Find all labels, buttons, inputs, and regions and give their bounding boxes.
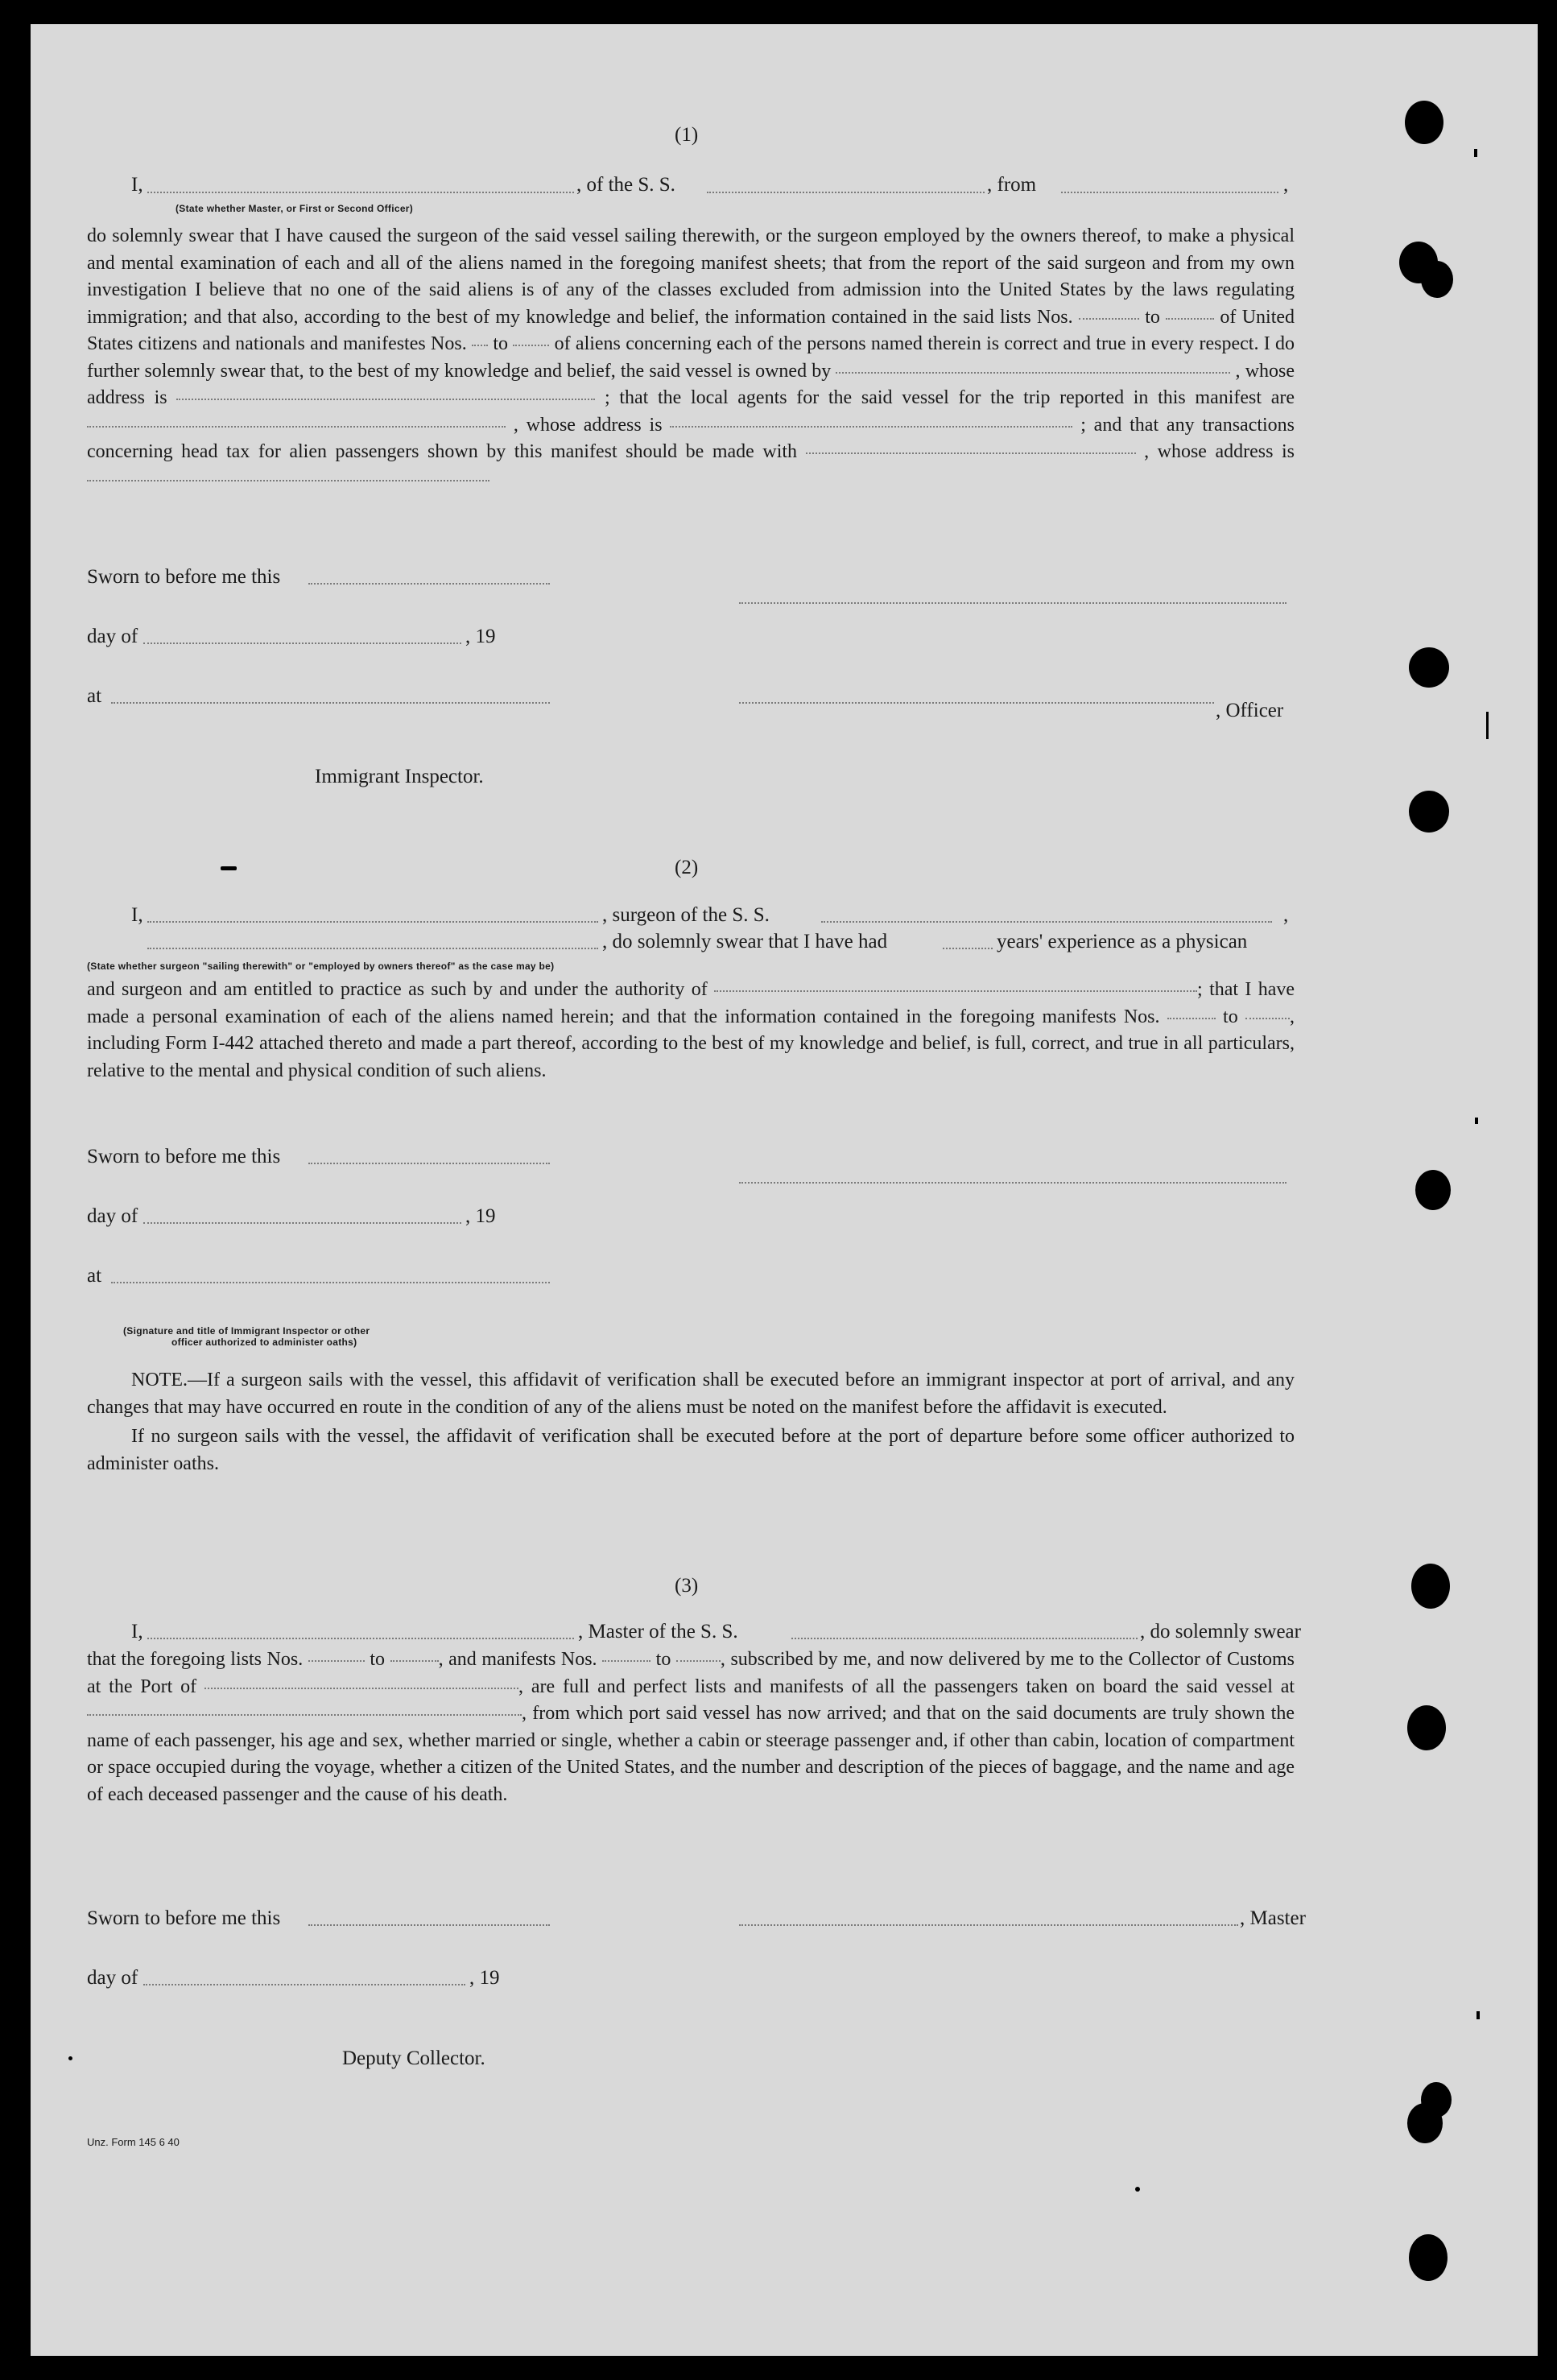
section3-to-1: to	[370, 1649, 385, 1670]
section2-years-label: years' experience as a physican	[997, 931, 1248, 952]
section3-oath-text-2: , and manifests Nos.	[438, 1649, 597, 1670]
section2-i-label: I,	[131, 904, 143, 926]
section2-oath-text-3: , including Form I-442 attached thereto and made a part thereof, according to the best of my knowledge and belief, is full, correct, and true in all particulars, relative to the mental and physical condition of such aliens.	[87, 1006, 1295, 1081]
section3-master-label: , Master	[1240, 1907, 1306, 1929]
section1-officer-name-field[interactable]	[147, 192, 574, 193]
section1-sworn-label: Sworn to before me this	[87, 566, 281, 588]
punch-hole	[1409, 791, 1449, 833]
scan-edge-mark	[1486, 712, 1489, 739]
customs-port-field[interactable]	[204, 1688, 518, 1689]
boarding-port-field[interactable]	[87, 1714, 522, 1716]
section3-oath-text-3: , subscribed by me, and now delivered by me to the Collector of Customs at the Port of	[87, 1649, 1295, 1697]
section1-year-label: , 19	[465, 626, 496, 647]
section3-oath-paragraph	[87, 1647, 1295, 1808]
section1-i-label: I,	[131, 174, 143, 196]
punch-hole	[1415, 1170, 1451, 1210]
section2-surgeon-of-label: , surgeon of the S. S.	[602, 904, 770, 926]
section2-sig-note-line1: (Signature and title of Immigrant Inspector or other	[123, 1325, 370, 1337]
ink-speck	[1475, 1118, 1478, 1124]
section2-oath-text-1: and surgeon and am entitled to practice as such by and under the authority of	[87, 979, 708, 1000]
section2-surgeon-name-field[interactable]	[147, 921, 598, 923]
section1-day-of-label: day of	[87, 626, 138, 647]
section3-master-of-label: , Master of the S. S.	[578, 1621, 738, 1642]
lists-from-field[interactable]	[1079, 318, 1139, 320]
section2-oath-text-2: that I have made a personal examination of each of the aliens named herein; and that the information contained in the foregoing manifests Nos.	[87, 979, 1295, 1027]
section1-to-1: to	[1145, 306, 1160, 328]
section3-i-label: I,	[131, 1621, 143, 1642]
section3-oath-text-5: , from which port said vessel has now arrived; and that on the said documents are truly shown the name of each passenger, his age and sex, whether married or single, whether a cabin or steerage passenger and, if other than cabin, location of compartment or space occupied during the voyage, whether a citizen of the United States, and the number and description of the pieces of baggage, and the name and age of each deceased passenger and the cause of his death.	[87, 1703, 1295, 1805]
section1-at-label: at	[87, 685, 102, 707]
section3-deputy-label: Deputy Collector.	[342, 2047, 485, 2069]
section3-sworn-label: Sworn to before me this	[87, 1907, 281, 1929]
section3-sworn-date-field[interactable]	[308, 1924, 550, 1926]
section2-number: (2)	[675, 857, 699, 878]
section1-day-of-field[interactable]	[143, 643, 461, 644]
punch-hole	[1405, 101, 1443, 144]
section1-oath-paragraph	[87, 223, 1295, 493]
section1-oath-text-8: , whose address is	[1144, 441, 1295, 462]
punch-hole	[1409, 647, 1449, 688]
section3-lists-from-field[interactable]	[308, 1660, 365, 1662]
section1-sworn-date-field[interactable]	[308, 583, 550, 585]
section2-at-field[interactable]	[111, 1282, 550, 1283]
section2-day-of-label: day of	[87, 1205, 138, 1227]
section2-semicolon: ;	[1197, 979, 1203, 1000]
section1-oath-text-5: ; that the local agents for the said vessel for the trip reported in this manifest are	[605, 387, 1295, 408]
punch-hole	[1409, 2234, 1448, 2281]
punch-hole	[1421, 261, 1453, 298]
section1-at-field[interactable]	[111, 702, 550, 704]
section3-day-of-label: day of	[87, 1967, 138, 1989]
section1-from-port-field[interactable]	[1061, 192, 1278, 193]
form-id: Unz. Form 145 6 40	[87, 2136, 180, 2148]
section2-oath-paragraph	[87, 977, 1295, 1085]
practice-authority-field[interactable]	[714, 990, 1197, 992]
section2-year-label: , 19	[465, 1205, 496, 1227]
manifests-to-field[interactable]	[513, 345, 549, 346]
section2-sworn-label: Sworn to before me this	[87, 1146, 281, 1167]
section2-to: to	[1223, 1006, 1238, 1027]
note-paragraph	[87, 1367, 1295, 1477]
punch-hole	[1407, 2103, 1443, 2143]
section2-state-note: (State whether surgeon "sailing therewith" or "employed by owners thereof" as the case may be)	[87, 961, 555, 972]
owner-address-field[interactable]	[176, 399, 595, 400]
section3-day-of-field[interactable]	[143, 1984, 465, 1985]
section1-oath-text-2: of United States citizens and nationals and manifestes Nos.	[87, 306, 1295, 354]
section1-oath-text-3: of aliens concerning each of the persons named therein is correct and true in every respect. I do further solemnly swear that, to the best of my knowledge and belief, the said vessel is owned by	[87, 333, 1295, 382]
section1-officer-label: , Officer	[1216, 700, 1284, 721]
section2-vessel-name-field[interactable]	[821, 921, 1272, 923]
section3-oath-text-4: , are full and perfect lists and manifests of all the passengers taken on board the said vessel at	[518, 1676, 1295, 1697]
ink-speck	[1474, 149, 1477, 157]
section3-to-2: to	[655, 1649, 671, 1670]
section3-year-label: , 19	[469, 1967, 500, 1989]
manifests-from-field[interactable]	[472, 345, 488, 346]
section1-to-2: to	[493, 333, 508, 354]
agents-address-field[interactable]	[670, 426, 1072, 428]
section2-sworn-date-field[interactable]	[308, 1163, 550, 1164]
section1-officer-title-field[interactable]	[739, 702, 1214, 704]
section1-oath-text-7: ; and that any transactions concerning head tax for alien passengers shown by this manifest should be made with	[87, 414, 1295, 462]
local-agents-field[interactable]	[87, 426, 506, 428]
section2-manifests-to-field[interactable]	[1245, 1018, 1290, 1019]
section2-surgeon-status-field[interactable]	[147, 948, 598, 949]
section1-of-ss-label: , of the S. S.	[576, 174, 675, 196]
section3-vessel-name-field[interactable]	[791, 1638, 1138, 1639]
section3-swear-label: , do solemnly swear	[1140, 1621, 1301, 1642]
section1-signature-field[interactable]	[739, 602, 1286, 604]
note-text-1: NOTE.—If a surgeon sails with the vessel, this affidavit of verification shall be executed before an immigrant inspector at port of arrival, and any changes that may have occurred en route in the condition of any of the aliens must be noted on the manifest before the affidavit is executed.	[87, 1370, 1295, 1418]
section1-oath-text-6: , whose address is	[513, 414, 663, 436]
section3-manifests-to-field[interactable]	[676, 1660, 721, 1662]
section2-comma: ,	[1283, 904, 1289, 926]
manifest-affidavit-page	[31, 24, 1538, 2356]
ink-speck	[1135, 2187, 1140, 2192]
section1-state-note: (State whether Master, or First or Second Officer)	[176, 203, 414, 214]
lists-to-field[interactable]	[1166, 318, 1214, 320]
section1-oath-text-1: do solemnly swear that I have caused the surgeon of the said vessel sailing therewith, or the surgeon employed by the owners thereof, to make a physical and mental examination of each and all of the aliens named in the foregoing manifest sheets; that from the report of the said surgeon and from my own investigation I believe that no one of the said aliens is of any of the classes excluded from admission into the United States by the laws regulating immigration; and that also, according to the best of my knowledge and belief, the information contained in the said lists Nos.	[87, 225, 1295, 328]
section1-from-label: , from	[987, 174, 1037, 196]
ink-speck	[1476, 2011, 1480, 2019]
ink-speck	[68, 2056, 72, 2060]
section1-number: (1)	[675, 124, 699, 146]
punch-hole	[1411, 1564, 1450, 1609]
section2-swear-label: , do solemnly swear that I have had	[602, 931, 888, 952]
section2-signature-field[interactable]	[739, 1182, 1286, 1184]
section3-number: (3)	[675, 1575, 699, 1597]
vessel-owner-field[interactable]	[836, 372, 1230, 374]
head-tax-address-field[interactable]	[87, 480, 489, 481]
punch-hole	[1407, 1705, 1446, 1750]
section1-oath-text-4: , whose address is	[87, 360, 1295, 408]
section1-comma: ,	[1283, 174, 1289, 196]
section2-day-of-field[interactable]	[143, 1222, 461, 1224]
section2-at-label: at	[87, 1265, 102, 1287]
section2-manifests-from-field[interactable]	[1167, 1018, 1216, 1019]
section3-master-name-field[interactable]	[147, 1638, 574, 1639]
section1-inspector-label: Immigrant Inspector.	[315, 766, 484, 787]
section3-lists-to-field[interactable]	[390, 1660, 439, 1662]
section3-signature-field[interactable]	[739, 1924, 1238, 1926]
ink-speck	[221, 866, 237, 870]
section3-oath-text-1: that the foregoing lists Nos.	[87, 1649, 304, 1670]
section1-vessel-name-field[interactable]	[707, 192, 985, 193]
section2-sig-note-line2: officer authorized to administer oaths)	[171, 1337, 357, 1348]
head-tax-contact-field[interactable]	[806, 452, 1136, 454]
section3-manifests-from-field[interactable]	[602, 1660, 650, 1662]
note-text-2: If no surgeon sails with the vessel, the affidavit of verification shall be executed before at the port of departure before some officer authorized to administer oaths.	[87, 1426, 1295, 1474]
section2-years-field[interactable]	[943, 948, 993, 949]
